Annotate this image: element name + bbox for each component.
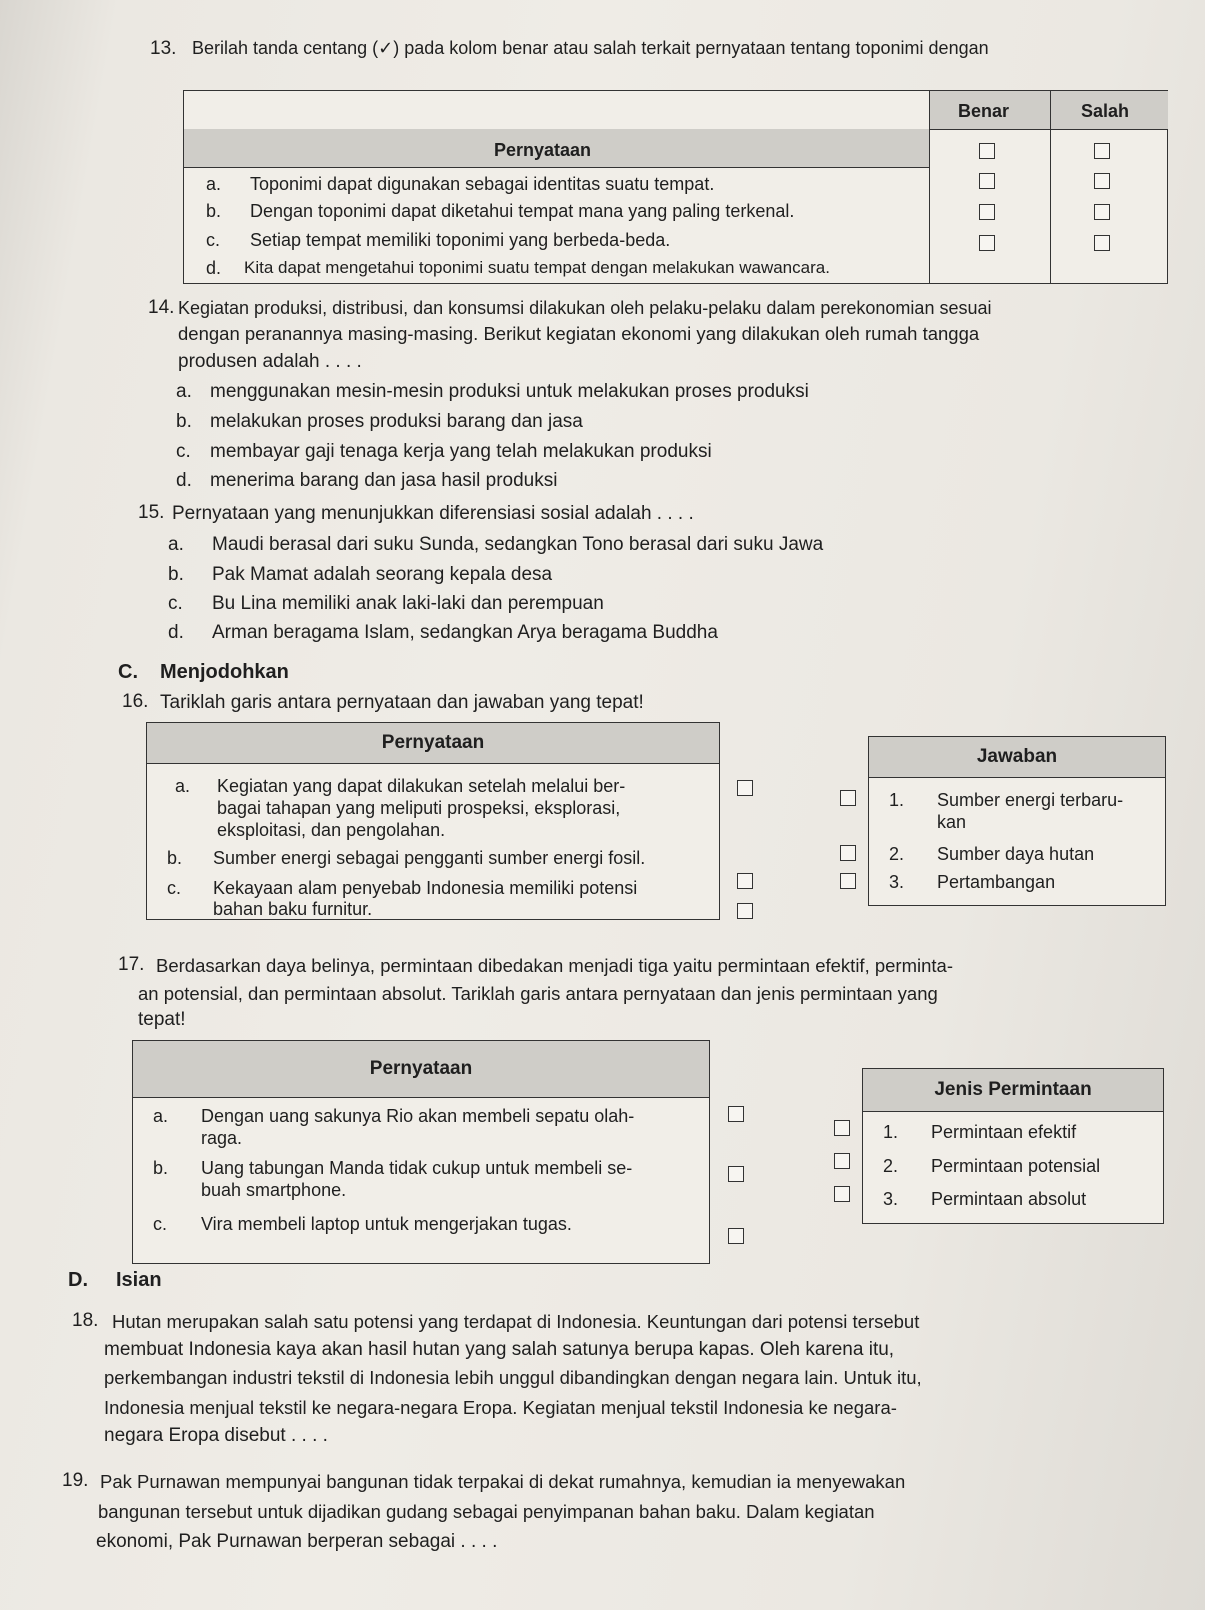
q16-statement-c-line2: bahan baku furnitur. — [213, 899, 373, 919]
q19-line2: bangunan tersebut untuk dijadikan gudang sebagai penyimpanan bahan baku. Dalam kegiatan — [98, 1501, 875, 1522]
q14-option-a: menggunakan mesin-mesin produksi untuk melakukan proses produksi — [210, 381, 809, 402]
q17-dot-b[interactable] — [728, 1166, 744, 1182]
q13-checkbox-c-false[interactable] — [1094, 204, 1110, 220]
q17-statement-b-line1: Uang tabungan Manda tidak cukup untuk membeli se- — [201, 1158, 633, 1178]
q17-line1: Berdasarkan daya belinya, permintaan dibedakan menjadi tiga yaitu permintaan efektif, perminta- — [156, 955, 953, 976]
q16-dot-a[interactable] — [737, 780, 753, 796]
q14-option-d: menerima barang dan jasa hasil produksi — [210, 470, 558, 491]
q17-answer-table — [862, 1068, 1164, 1224]
q17-line3: tepat! — [138, 1009, 186, 1030]
q17-statement-b-line2: buah smartphone. — [201, 1180, 347, 1200]
q18-line1: Hutan merupakan salah satu potensi yang terdapat di Indonesia. Keuntungan dari potensi tersebut — [112, 1311, 920, 1332]
q16-dot-3[interactable] — [840, 873, 856, 889]
q19-line1: Pak Purnawan mempunyai bangunan tidak terpakai di dekat rumahnya, kemudian ia menyewakan — [100, 1471, 906, 1492]
q16-answer-3-line1: Pertambangan — [937, 872, 1056, 892]
q17-dot-3[interactable] — [834, 1186, 850, 1202]
section-c-label: C. — [118, 661, 138, 683]
q15-option-b: Pak Mamat adalah seorang kepala desa — [212, 564, 553, 585]
q13-number: 13. — [150, 38, 177, 59]
q16-dot-2[interactable] — [840, 845, 856, 861]
q16-left-header: Pernyataan — [147, 723, 719, 764]
q14-option-a-letter: a. — [176, 381, 192, 402]
q13-checkbox-d-true[interactable] — [979, 235, 995, 251]
q17-statement-c-line1: Vira membeli laptop untuk mengerjakan tugas. — [201, 1214, 572, 1234]
q16-statement-a-line3: eksploitasi, dan pengolahan. — [217, 820, 446, 840]
q13-checkbox-c-true[interactable] — [979, 204, 995, 220]
q14-line2: dengan peranannya masing-masing. Berikut kegiatan ekonomi yang dilakukan oleh rumah tangga — [178, 323, 980, 344]
q13-col-false-header: Salah — [1050, 91, 1168, 130]
q17-dot-2[interactable] — [834, 1153, 850, 1169]
section-c-title: Menjodohkan — [160, 661, 289, 683]
q19-line3: ekonomi, Pak Purnawan berperan sebagai . . . . — [96, 1531, 498, 1552]
q18-line4: Indonesia menjual tekstil ke negara-negara Eropa. Kegiatan menjual tekstil Indonesia ke negara- — [104, 1397, 897, 1418]
q14-option-d-letter: d. — [176, 470, 192, 491]
q14-option-c: membayar gaji tenaga kerja yang telah melakukan produksi — [210, 441, 712, 462]
q16-answer-2-number: 2. — [889, 844, 905, 864]
q16-answer-1-line2: kan — [937, 812, 967, 832]
q15-option-c-letter: c. — [168, 593, 183, 614]
q17-answer-3-line1: Permintaan absolut — [931, 1189, 1087, 1209]
q16-statement-b-letter: b. — [167, 848, 183, 868]
q13-text-line1: Berilah tanda centang (✓) pada kolom benar atau salah terkait pernyataan tentang toponimi dengan — [192, 38, 989, 58]
q16-answer-2-line1: Sumber daya hutan — [937, 844, 1095, 864]
q17-answer-3-number: 3. — [883, 1189, 899, 1209]
q13-col-true-header: Benar — [929, 91, 1050, 130]
q18-number: 18. — [72, 1310, 99, 1331]
q16-dot-b[interactable] — [737, 873, 753, 889]
q14-line3: produsen adalah . . . . — [178, 351, 362, 372]
q16-answer-3-number: 3. — [889, 872, 905, 892]
q14-option-c-letter: c. — [176, 441, 191, 462]
q17-answer-1-line1: Permintaan efektif — [931, 1122, 1077, 1142]
q14-number: 14. — [148, 297, 175, 318]
q16-statement-b-line1: Sumber energi sebagai pengganti sumber energi fosil. — [213, 848, 646, 868]
q18-line5: negara Eropa disebut . . . . — [104, 1425, 328, 1446]
q17-right-header: Jenis Permintaan — [863, 1069, 1163, 1112]
q15-option-d-letter: d. — [168, 622, 184, 643]
q13-table: Benar Salah Pernyataan a. Toponimi dapat digunakan sebagai identitas suatu tempat. b. Dengan toponimi dapat diketahui tempat mana yang paling terkenal. c. Setiap tempat memiliki toponimi yang berbeda-beda. d. Kita dapat mengetahui toponimi suatu tempat dengan melakukan wawancara. — [183, 90, 1168, 284]
q15-option-a: Maudi berasal dari suku Sunda, sedangkan Tono berasal dari suku Jawa — [212, 534, 824, 555]
q17-answer-2-line1: Permintaan potensial — [931, 1156, 1101, 1176]
q17-statement-a-line2: raga. — [201, 1128, 243, 1148]
q13-checkbox-d-false[interactable] — [1094, 235, 1110, 251]
q17-statement-table — [132, 1040, 710, 1264]
q16-statement-c-line1: Kekayaan alam penyebab Indonesia memiliki potensi — [213, 878, 638, 898]
q17-statement-c-letter: c. — [153, 1214, 168, 1234]
q14-option-b: melakukan proses produksi barang dan jasa — [210, 411, 583, 432]
q13-checkbox-b-false[interactable] — [1094, 173, 1110, 189]
q16-dot-1[interactable] — [840, 790, 856, 806]
q14-line1: Kegiatan produksi, distribusi, dan konsumsi dilakukan oleh pelaku-pelaku dalam perekonomian sesuai — [178, 298, 992, 318]
q17-statement-a-line1: Dengan uang sakunya Rio akan membeli sepatu olah- — [201, 1106, 635, 1126]
q16-right-header: Jawaban — [869, 737, 1165, 778]
q15-option-c: Bu Lina memiliki anak laki-laki dan perempuan — [212, 593, 604, 614]
q16-statement-a-letter: a. — [175, 776, 191, 796]
q13-checkbox-b-true[interactable] — [979, 173, 995, 189]
q17-answer-1-number: 1. — [883, 1122, 899, 1142]
q17-statement-a-letter: a. — [153, 1106, 169, 1126]
q16-statement-c-letter: c. — [167, 878, 182, 898]
q16-number: 16. — [122, 691, 149, 712]
section-d-title: Isian — [116, 1269, 162, 1291]
q13-col-statement-header: Pernyataan — [184, 129, 929, 168]
q18-line3: perkembangan industri tekstil di Indonesia lebih unggul dibandingkan dengan negara lain. Untuk itu, — [104, 1367, 922, 1388]
q16-answer-table — [868, 736, 1166, 906]
q17-dot-a[interactable] — [728, 1106, 744, 1122]
q15-number: 15. — [138, 502, 165, 523]
q16-statement-a-line1: Kegiatan yang dapat dilakukan setelah melalui ber- — [217, 776, 626, 796]
q13-checkbox-a-true[interactable] — [979, 143, 995, 159]
q17-left-header: Pernyataan — [133, 1041, 709, 1098]
q19-number: 19. — [62, 1470, 89, 1491]
q17-answer-2-number: 2. — [883, 1156, 899, 1176]
q17-dot-c[interactable] — [728, 1228, 744, 1244]
q16-line1: Tariklah garis antara pernyataan dan jawaban yang tepat! — [160, 692, 644, 713]
q17-statement-b-letter: b. — [153, 1158, 169, 1178]
q14-option-b-letter: b. — [176, 411, 192, 432]
q13-checkbox-a-false[interactable] — [1094, 143, 1110, 159]
q17-line2: an potensial, dan permintaan absolut. Tariklah garis antara pernyataan dan jenis permintaan yang — [138, 983, 938, 1004]
q15-option-b-letter: b. — [168, 564, 184, 585]
q16-statement-table — [146, 722, 720, 920]
q16-answer-1-line1: Sumber energi terbaru- — [937, 790, 1124, 810]
section-d-label: D. — [68, 1269, 88, 1291]
q15-line1: Pernyataan yang menunjukkan diferensiasi sosial adalah . . . . — [172, 503, 694, 524]
q17-dot-1[interactable] — [834, 1120, 850, 1136]
q15-option-a-letter: a. — [168, 534, 184, 555]
q18-line2: membuat Indonesia kaya akan hasil hutan yang salah satunya berupa kapas. Oleh karena itu, — [104, 1339, 895, 1360]
q16-answer-1-number: 1. — [889, 790, 905, 810]
q15-option-d: Arman beragama Islam, sedangkan Arya beragama Buddha — [212, 622, 718, 643]
q16-dot-c[interactable] — [737, 903, 753, 919]
q17-number: 17. — [118, 954, 145, 975]
q16-statement-a-line2: bagai tahapan yang meliputi prospeksi, eksplorasi, — [217, 798, 621, 818]
